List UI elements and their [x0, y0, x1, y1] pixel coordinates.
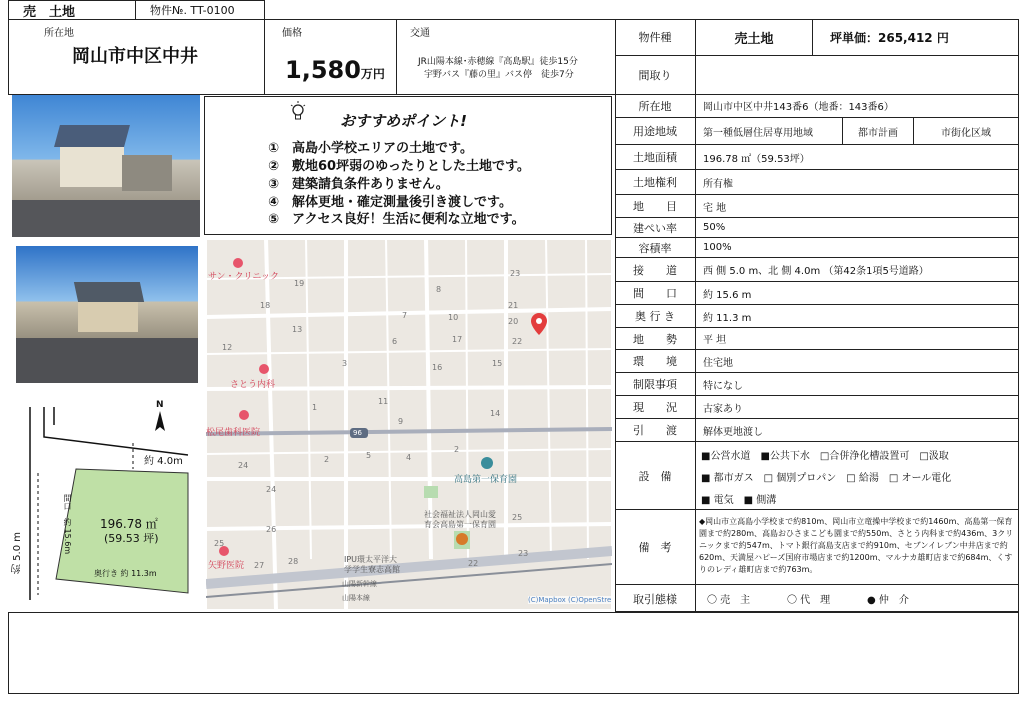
recommend-title: おすすめポイント! — [340, 112, 467, 130]
spec-value: 解体更地渡し — [703, 426, 763, 438]
spec-value: 住宅地 — [703, 357, 733, 369]
plot-area-tsubo: (59.53 坪) — [104, 532, 159, 545]
spec-row-terrain — [615, 328, 1019, 350]
spec-value: 第一種低層住居専用地域 — [703, 127, 813, 139]
property-number: 物件№. TT-0100 — [135, 0, 265, 20]
map-block-7: 7 — [402, 311, 408, 320]
road-north-width: 約 4.0m — [144, 456, 183, 467]
footer-box — [8, 612, 1019, 694]
price-number: 1,580 — [285, 56, 361, 84]
spec-row-delivery — [615, 419, 1019, 442]
map-label-sun-clinic: サン・クリニック — [208, 272, 280, 282]
spec-value: 岡山市中区中井143番6（地番：143番6） — [703, 102, 894, 113]
house-wall-2 — [78, 302, 138, 332]
equipment-line-3: ■ 電気 ■ 側溝 — [701, 495, 777, 506]
map-block-27: 27 — [254, 561, 265, 570]
spec-label: 土地権利 — [615, 170, 696, 194]
carport-1 — [122, 155, 172, 191]
spec-label: 取引態様 — [615, 585, 696, 612]
spec-row-land-area — [615, 145, 1019, 170]
map-block-13: 13 — [292, 325, 303, 334]
spec-label: 引 渡 — [615, 419, 696, 441]
map-block-12: 12 — [222, 343, 233, 352]
road-2 — [16, 338, 198, 383]
price-value — [285, 58, 385, 86]
spec-label: 制限事項 — [615, 373, 696, 395]
map-block-24: 24 — [266, 485, 277, 494]
spec-label: 環 境 — [615, 350, 696, 372]
recommend-point-2: ② 敷地60坪弱のゆったりとした土地です。 — [268, 159, 530, 174]
road-1 — [12, 200, 200, 237]
map-block-25b: 25 — [214, 539, 225, 548]
map-block-5: 5 — [366, 451, 372, 460]
spec-row-depth — [615, 305, 1019, 328]
map-label-nursery: 高島第一保育園 — [454, 475, 518, 485]
recommend-point-1: ① 高島小学校エリアの土地です。 — [268, 141, 473, 156]
map-block-2: 2 — [454, 445, 460, 454]
spec-label: 備 考 — [615, 510, 696, 584]
map-route-number: 96 — [353, 429, 362, 437]
map-copyright[interactable]: (C)Mapbox (C)OpenStre — [528, 596, 612, 604]
map-block-15: 15 — [492, 359, 503, 368]
lightbulb-icon — [290, 101, 306, 123]
spec-value: 約 15.6 m — [703, 289, 752, 301]
spec-row-current-state — [615, 396, 1019, 419]
spec-row-frontage — [615, 282, 1019, 305]
spec-value: 特になし — [703, 380, 743, 392]
map-block-22: 22 — [512, 337, 523, 346]
spec-row-restrictions — [615, 373, 1019, 396]
city-planning-label: 都市計画 — [858, 127, 898, 139]
spec-value: 約 11.3 m — [703, 312, 752, 324]
spec-label: 建ぺい率 — [615, 218, 696, 237]
map-label-ipu-2: 学学生寮志高館 — [344, 565, 400, 574]
map-block-2b: 2 — [324, 455, 330, 464]
transport-line1: JR山陽本線･赤穂線『高島駅』徒歩15分 — [418, 57, 578, 67]
spec-label: 用途地域 — [615, 118, 696, 144]
city-planning-value: 市街化区域 — [941, 127, 991, 139]
kind-value: 売土地 — [734, 31, 774, 47]
map-block-21: 21 — [508, 301, 519, 310]
spec-label: 地 勢 — [615, 328, 696, 349]
map-block-26: 26 — [266, 525, 277, 534]
plot-frontage: 間口 約 15.6m — [63, 494, 72, 555]
spec-value: 西 側 5.0 m、北 側 4.0m （第42条1項5号道路） — [703, 266, 929, 277]
plot-area-m2: 196.78 ㎡ — [100, 517, 158, 531]
spec-label: 奥 行 き — [615, 305, 696, 327]
map-block-3: 3 — [342, 359, 348, 368]
spec-row-land-category — [615, 195, 1019, 218]
price-unit: 万円 — [360, 67, 385, 81]
transaction-broker: ● 仲 介 — [867, 595, 909, 606]
recommend-point-5: ⑤ アクセス良好！生活に便利な立地です。 — [268, 212, 525, 227]
map-block-23b: 23 — [518, 549, 529, 558]
transport-label: 交通 — [410, 28, 430, 39]
spec-value: 古家あり — [703, 403, 743, 415]
transport-divider — [396, 19, 397, 95]
map-block-22b: 22 — [468, 559, 479, 568]
spec-value: 所有権 — [703, 178, 733, 190]
spec-label: 所在地 — [615, 94, 696, 117]
kind-label: 物件種 — [638, 31, 672, 44]
road-west-width: 約 5.0 m — [12, 532, 23, 575]
map-block-23: 23 — [510, 269, 521, 278]
house-roof-2 — [74, 282, 144, 302]
type-tab: 売 土地 — [8, 0, 136, 20]
spec-row-road-access — [615, 258, 1019, 282]
spec-label: 現 況 — [615, 396, 696, 418]
map-block-16: 16 — [432, 363, 443, 372]
remarks-text: ◆岡山市立高島小学校まで約810m、岡山市立竜操中学校まで約1460m、高島第一保育園まで約280m、高島おひさまこども園まで約550m、さとう内科まで約436m、3クリニックまで約547m、トマト銀行高島支店まで約910m、セブンイレブン中井店まで約620m、天満屋ハピーズ国府市場店まで約1200m、マルナカ雄町店まで約684m、くすりのレディ雄町店まで約763m。 — [699, 517, 1014, 574]
recommend-point-3: ③ 建築請負条件ありません。 — [268, 177, 449, 192]
top-right-vline2 — [812, 19, 813, 56]
north-arrow-label: N — [156, 400, 164, 410]
house-wall-1 — [60, 147, 124, 187]
map-block-19: 19 — [294, 279, 305, 288]
spec-label: 地 目 — [615, 195, 696, 217]
spec-row-environment — [615, 350, 1019, 373]
recommend-point-4: ④ 解体更地・確定測量後引き渡しです。 — [268, 195, 512, 210]
map-block-1: 1 — [312, 403, 318, 412]
spec-label: 設 備 — [615, 442, 696, 509]
house-photo-2 — [16, 246, 198, 383]
map-block-8: 8 — [436, 285, 442, 294]
spec-value: 100% — [703, 242, 732, 253]
map-label-yano: 矢野医院 — [208, 561, 245, 571]
map-location-pin-icon — [531, 319, 547, 339]
map-block-9: 9 — [398, 417, 404, 426]
price-label: 価格 — [282, 28, 302, 39]
map-block-28: 28 — [288, 557, 299, 566]
price-divider — [264, 19, 265, 95]
spec-row-location — [615, 94, 1019, 118]
map-label-welfare-2: 育会高島第一保育園 — [424, 520, 496, 529]
spec-row-zoning — [615, 118, 1019, 145]
map-block-4: 4 — [406, 453, 412, 462]
map-label-ipu-1: IPU環太平洋大 — [344, 555, 398, 564]
map-block-24b: 24 — [238, 461, 249, 470]
map-block-25: 25 — [512, 513, 523, 522]
map-label-welfare-1: 社会福祉法人岡山愛 — [424, 510, 496, 519]
map-block-10: 10 — [448, 313, 459, 322]
map-block-11: 11 — [378, 397, 389, 406]
spec-value: 50% — [703, 222, 726, 233]
map-label-sato: さとう内科 — [230, 380, 276, 390]
map-label-shinkansen: 山陽新幹線 — [342, 580, 377, 588]
spec-row-equipment — [615, 442, 1019, 510]
spec-row-transaction — [615, 585, 1019, 612]
transaction-seller: 〇 売 主 — [707, 595, 751, 606]
map-block-6: 6 — [392, 337, 398, 346]
map-block-14: 14 — [490, 409, 501, 418]
equipment-line-2: ■ 都市ガス □ 個別プロパン □ 給湯 □ オール電化 — [701, 473, 952, 484]
map-label-sanyo-line: 山陽本線 — [342, 594, 370, 602]
spec-label: 間 口 — [615, 282, 696, 304]
equipment-line-1: ■公営水道 ■公共下水 □合併浄化槽設置可 □汲取 — [701, 451, 949, 462]
spec-row-floor-ratio — [615, 238, 1019, 258]
map-label-matsuo: 松尾歯科医院 — [206, 428, 261, 438]
house-roof-1 — [54, 125, 130, 147]
map-block-18: 18 — [260, 301, 271, 310]
spec-row-land-rights — [615, 170, 1019, 195]
spec-row-remarks — [615, 510, 1019, 585]
map-block-20: 20 — [508, 317, 519, 326]
plot-depth: 奥行き 約 11.3m — [94, 569, 157, 578]
area-map[interactable] — [206, 239, 612, 610]
spec-label: 接 道 — [615, 258, 696, 281]
transport-line2: 宇野バス『藤の里』バス停 徒歩7分 — [424, 70, 574, 80]
location-label: 所在地 — [44, 28, 74, 39]
spec-row-coverage — [615, 218, 1019, 238]
unit-price: 坪単価：265,412 円 — [830, 30, 949, 45]
house-photo-1 — [12, 95, 200, 237]
spec-value: 196.78 ㎡（59.53坪） — [703, 153, 810, 165]
transaction-agent: 〇 代 理 — [787, 595, 831, 606]
spec-value: 平 坦 — [703, 335, 727, 346]
map-block-17: 17 — [452, 335, 463, 344]
spec-label: 土地面積 — [615, 145, 696, 169]
spec-value: 宅 地 — [703, 202, 727, 214]
layout-label: 間取り — [638, 69, 672, 82]
location-value: 岡山市中区中井 — [72, 46, 198, 67]
spec-label: 容積率 — [615, 238, 696, 257]
